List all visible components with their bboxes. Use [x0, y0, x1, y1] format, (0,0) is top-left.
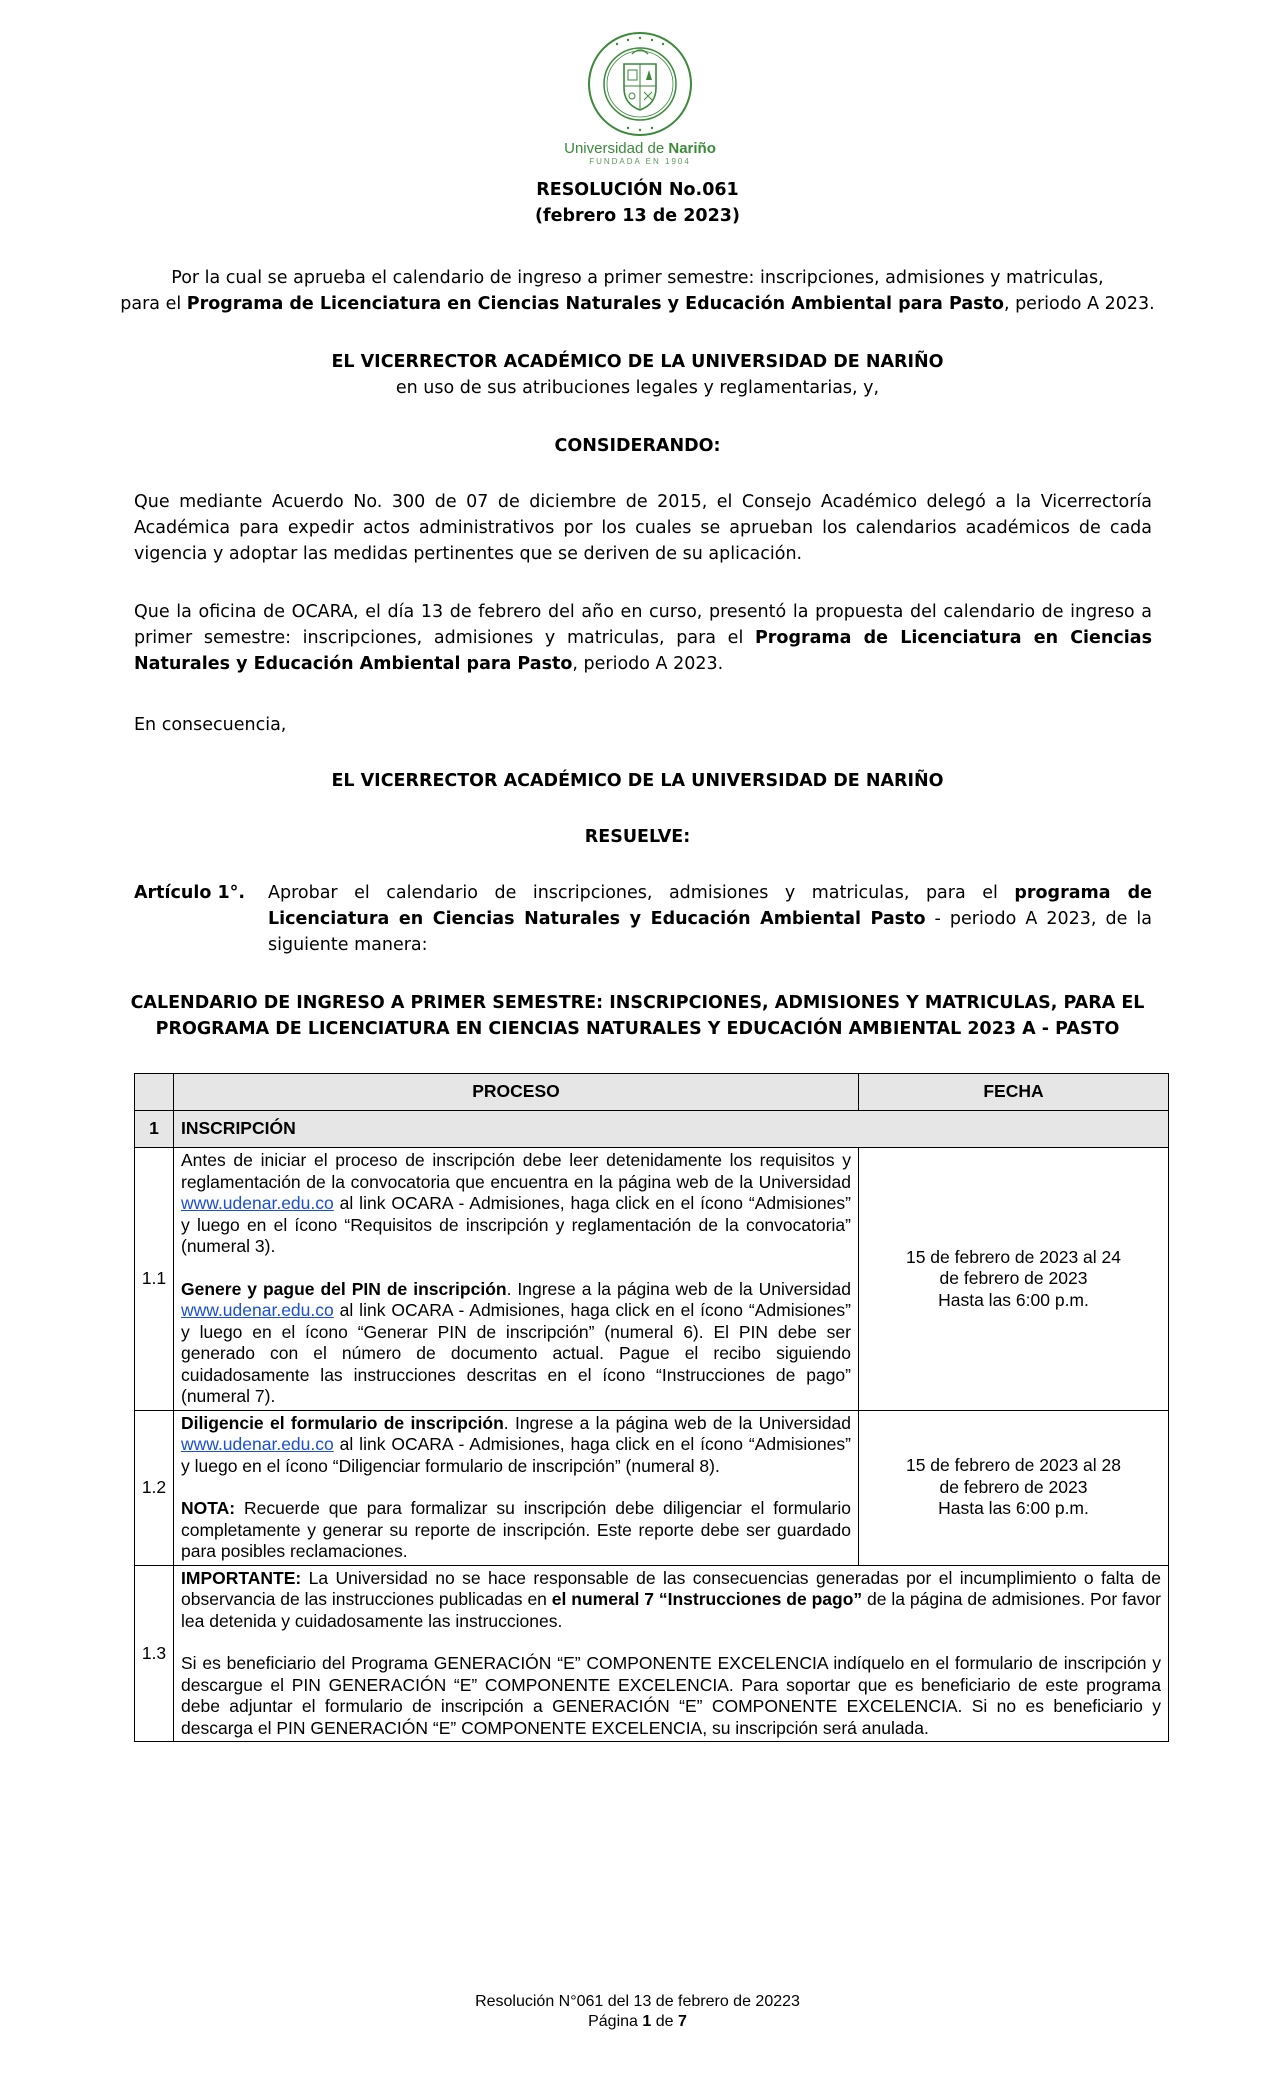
table-header-row: [135, 1074, 1169, 1111]
calendar-table: [134, 1073, 1169, 1742]
process-paragraph: Genere y pague del PIN de inscripción. Ingrese a la página web de la Universidad www.udenar.edu.co al link OCARA - Admisiones, haga click en el ícono “Admisiones” y luego en el ícono “Generar PIN de inscripción” (numeral 6). El PIN debe ser generado con el número de documento actual. Pague el recibo siguiendo cuidadosamente las instrucciones descritas en el ícono “Instrucciones de pago” (numeral 7).: [181, 1278, 851, 1406]
date-line: Hasta las 6:00 p.m.: [938, 1289, 1089, 1310]
udenar-link[interactable]: www.udenar.edu.co: [181, 1193, 334, 1213]
date-line: 15 de febrero de 2023 al 24: [905, 1246, 1122, 1267]
process-paragraph: Si es beneficiario del Programa GENERACIÓN “E” COMPONENTE EXCELENCIA indíquelo en el formulario de inscripción y descargue el PIN GENERACIÓN “E” COMPONENTE EXCELENCIA. Para soportar que es beneficiario de este programa debe adjuntar el formulario de inscripción a GENERACIÓN “E” COMPONENTE EXCELENCIA. Si no es beneficiario y descarga el PIN GENERACIÓN “E” COMPONENTE EXCELENCIA, su inscripción será anulada.: [181, 1653, 1161, 1738]
article-label: Artículo 1°.: [134, 883, 246, 903]
row-number: 1.1: [135, 1148, 174, 1411]
university-logo: [560, 30, 720, 166]
page-number: Página 1 de 7: [588, 2013, 687, 2030]
row-number: 1.3: [135, 1565, 174, 1742]
considerando-paragraph-1: Que mediante Acuerdo No. 300 de 07 de diciembre de 2015, el Consejo Académico delegó a la Vicerrectoría Académica para expedir actos administrativos por los cuales se aprueban los calendarios académicos de cada vigencia y adoptar las medidas pertinentes que se deriven de su aplicación.: [134, 492, 1152, 564]
resolution-number: RESOLUCIÓN No.061: [536, 180, 739, 200]
intro-line-2: para el Programa de Licenciatura en Ciencias Naturales y Educación Ambiental para Pasto, periodo A 2023.: [120, 294, 1155, 314]
header-number-cell: [135, 1074, 174, 1111]
header-process: PROCESO: [174, 1074, 859, 1111]
table-row: [135, 1410, 1169, 1565]
university-name: Universidad de Nariño: [564, 140, 716, 157]
udenar-link[interactable]: www.udenar.edu.co: [181, 1434, 334, 1454]
section-number: 1: [135, 1111, 174, 1148]
row-number: 1.2: [135, 1410, 174, 1565]
section-row: [135, 1111, 1169, 1148]
authority-title: EL VICERRECTOR ACADÉMICO DE LA UNIVERSIDAD DE NARIÑO: [331, 352, 944, 372]
row-date: [859, 1410, 1169, 1565]
resuelve-authority: EL VICERRECTOR ACADÉMICO DE LA UNIVERSIDAD DE NARIÑO: [331, 771, 944, 791]
resuelve-heading: RESUELVE:: [584, 827, 691, 847]
date-line: de febrero de 2023: [939, 1268, 1088, 1288]
date-line: Hasta las 6:00 p.m.: [938, 1498, 1089, 1519]
udenar-link[interactable]: www.udenar.edu.co: [181, 1300, 334, 1320]
table-row: [135, 1565, 1169, 1742]
process-paragraph: Antes de iniciar el proceso de inscripción debe leer detenidamente los requisitos y reglamentación de la convocatoria que encuentra en la página web de la Universidad www.udenar.edu.co al link OCARA - Admisiones, haga click en el ícono “Admisiones” y luego en el ícono “Requisitos de inscripción y reglamentación de la convocatoria” (numeral 3).: [181, 1150, 851, 1256]
footer-reference: Resolución N°061 del 13 de febrero de 20223: [475, 1993, 800, 2010]
article-text: Aprobar el calendario de inscripciones, admisiones y matriculas, para el programa de Licenciatura en Ciencias Naturales y Educación Ambiental Pasto - periodo A 2023, de la siguiente manera:: [268, 883, 1152, 955]
consequence-text: En consecuencia,: [134, 715, 287, 735]
resolution-date: (febrero 13 de 2023): [535, 206, 740, 226]
university-tagline: FUNDADA EN 1904: [589, 157, 691, 166]
table-row: [135, 1148, 1169, 1411]
process-paragraph: IMPORTANTE: La Universidad no se hace responsable de las consecuencias generadas por el incumplimiento o falta de observancia de las instrucciones publicadas en el numeral 7 “Instrucciones de pago” de la página de admisiones. Por favor lea detenida y cuidadosamente las instrucciones.: [181, 1567, 1161, 1631]
date-line: de febrero de 2023: [939, 1476, 1088, 1497]
section-label: INSCRIPCIÓN: [174, 1111, 1169, 1148]
university-seal-icon: [586, 30, 694, 138]
header-date: FECHA: [859, 1074, 1169, 1111]
considerando-heading: CONSIDERANDO:: [554, 436, 721, 456]
intro-line-1: Por la cual se aprueba el calendario de ingreso a primer semestre: inscripciones, admisiones y matriculas,: [171, 268, 1104, 288]
process-paragraph: NOTA: Recuerde que para formalizar su inscripción debe diligenciar el formulario completamente y generar su reporte de inscripción. Este reporte debe ser guardado para posibles reclamaciones.: [181, 1498, 851, 1561]
calendar-title-line-2: PROGRAMA DE LICENCIATURA EN CIENCIAS NATURALES Y EDUCACIÓN AMBIENTAL 2023 A - PASTO: [155, 1019, 1120, 1039]
date-line: 15 de febrero de 2023 al 28: [905, 1455, 1122, 1476]
process-paragraph: Diligencie el formulario de inscripción. Ingrese a la página web de la Universidad www.udenar.edu.co al link OCARA - Admisiones, haga click en el ícono “Admisiones” y luego en el ícono “Diligenciar formulario de inscripción” (numeral 8).: [181, 1412, 851, 1476]
row-date: [859, 1148, 1169, 1411]
considerando-paragraph-2: Que la oficina de OCARA, el día 13 de febrero del año en curso, presentó la propuesta del calendario de ingreso a primer semestre: inscripciones, admisiones y matriculas, para el Programa de Licenciatura en Ciencias Naturales y Educación Ambiental para Pasto, periodo A 2023.: [134, 602, 1152, 674]
row-process: [174, 1148, 859, 1411]
row-process: [174, 1565, 1169, 1742]
calendar-title-line-1: CALENDARIO DE INGRESO A PRIMER SEMESTRE: INSCRIPCIONES, ADMISIONES Y MATRICULAS, PARA EL: [130, 993, 1145, 1013]
row-process: [174, 1410, 859, 1565]
authority-subtitle: en uso de sus atribuciones legales y reglamentarias, y,: [395, 378, 880, 398]
